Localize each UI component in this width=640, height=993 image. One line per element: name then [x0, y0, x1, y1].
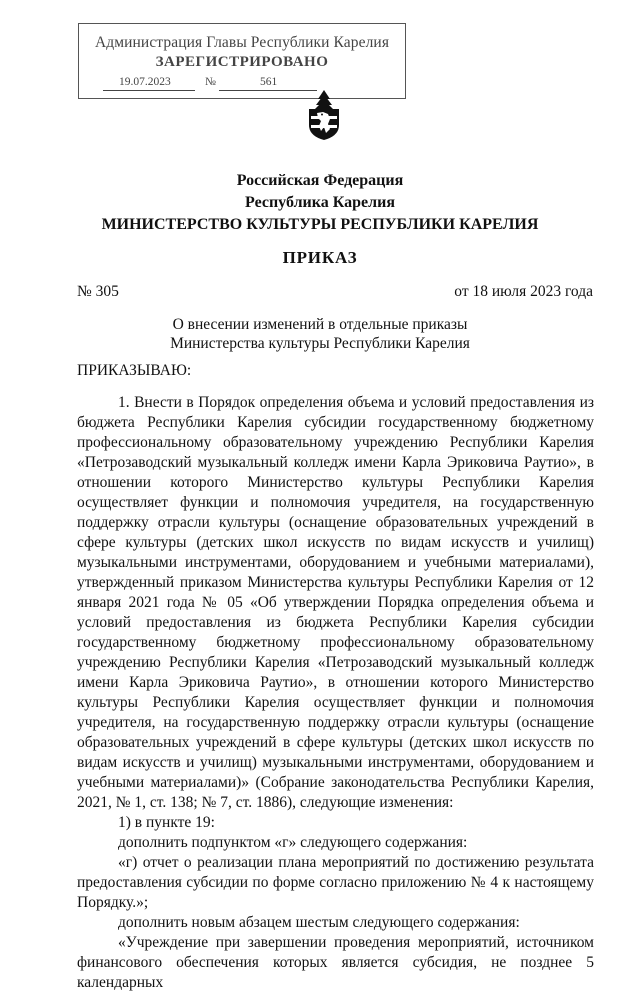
order-command: ПРИКАЗЫВАЮ: — [77, 362, 192, 379]
paragraph: «Учреждение при завершении проведения мероприятий, источником финансового обеспечения которых является субсидия, не позднее 5 календарных — [77, 934, 594, 991]
karelia-coat-of-arms-icon — [306, 89, 342, 141]
stamp-reg-number: 561 — [260, 76, 278, 88]
paragraph: 1) в пункте 19: — [118, 814, 215, 831]
stamp-organization: Администрация Главы Республики Карелия — [94, 34, 390, 51]
stamp-date-underline — [103, 90, 195, 91]
paragraph: дополнить новым абзацем шестым следующего содержания: — [118, 914, 520, 931]
header-republic: Республика Карелия — [245, 194, 395, 211]
registration-stamp — [78, 23, 406, 99]
stamp-number-underline — [219, 90, 317, 91]
paragraph: 1. Внести в Порядок определения объема и условий предоставления из бюджета Республики Карелия субсидии государственному бюджетному профессиональному образовательному учреждению Республики Карелия «Петрозаводский музыкальный колледж имени Карла Эриковича Раутио», в отношении которого Министерство культуры Республики Карелия осуществляет функции и полномочия учредителя, на государственную поддержку отрасли культуры (оснащение образовательных учреждений в сфере культуры (детских школ искусств по видам искусств и училищ) музыкальными инструментами, оборудованием и учебными материалами), утвержденный приказом Министерства культуры Республики Карелия от 12 января 2021 года № 05 «Об утверждении Порядка определения объема и условий предоставления из бюджета Республики Карелия субсидии государственному бюджетному профессиональному образовательному учреждению Республики Карелия «Петрозаводский музыкальный колледж имени Карла Эриковича Раутио», в отношении которого Министерство культуры Республики Карелия осуществляет функции и полномочия учредителя, на государственную поддержку отрасли культуры (оснащение образовательных учреждений в сфере культуры (детских школ искусств по видам искусств и училищ) музыкальными инструментами, оборудованием и учебными материалами)» (Собрание законодательства Республики Карелия, 2021, № 1, ст. 138; № 7, ст. 1886), следующие изменения: — [77, 394, 594, 811]
subject-line-2: Министерства культуры Республики Карелия — [170, 335, 470, 352]
document-type: ПРИКАЗ — [282, 248, 358, 267]
header-country: Российская Федерация — [236, 172, 404, 189]
subject-line-1: О внесении изменений в отдельные приказы — [172, 316, 468, 333]
order-number: № 305 — [77, 283, 119, 300]
stamp-status: ЗАРЕГИСТРИРОВАНО — [155, 54, 329, 70]
header-ministry: МИНИСТЕРСТВО КУЛЬТУРЫ РЕСПУБЛИКИ КАРЕЛИЯ — [101, 216, 539, 233]
stamp-number-label: № — [205, 76, 216, 88]
document-body — [77, 393, 594, 993]
order-date: от 18 июля 2023 года — [454, 283, 593, 300]
paragraph: дополнить подпунктом «г» следующего содержания: — [118, 834, 468, 851]
paragraph: «г) отчет о реализации плана мероприятий по достижению результата предоставления субсидии по форме согласно приложению № 4 к настоящему Порядку.»; — [77, 854, 594, 911]
stamp-reg-date: 19.07.2023 — [119, 76, 171, 88]
